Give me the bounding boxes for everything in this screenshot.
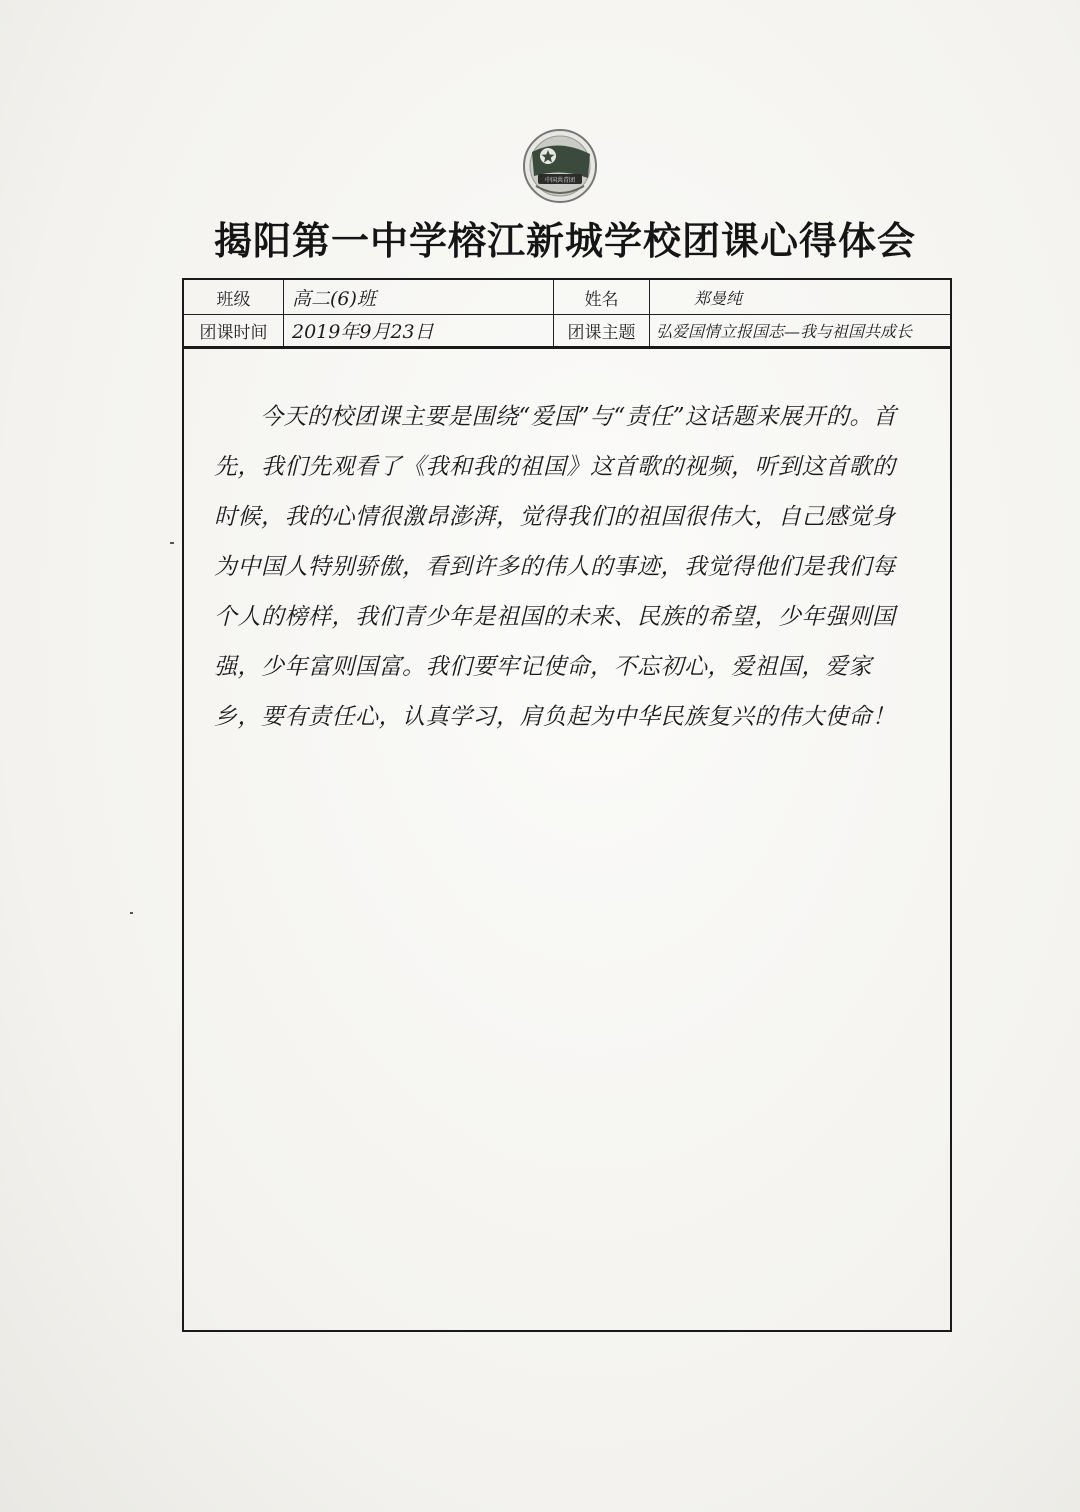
name-value: 郑曼纯 (694, 288, 743, 308)
header-row-class-name (184, 280, 950, 315)
scan-speck (130, 912, 133, 914)
time-label: 团课时间 (184, 315, 284, 346)
emblem-banner-text: 中国共青团 (544, 177, 576, 184)
name-label: 姓名 (554, 280, 650, 314)
topic-value: 弘爱国情立报国志—我与祖国共成长 (656, 322, 913, 341)
class-label: 班级 (184, 280, 284, 314)
page-title: 揭阳第一中学榕江新城学校团课心得体会 (213, 219, 916, 263)
time-value: 2019年9月23日 (284, 315, 554, 346)
topic-label: 团课主题 (554, 315, 650, 346)
header-row-time-topic (184, 315, 950, 349)
reflection-form (182, 278, 952, 1332)
reflection-body-text: 今天的校团课主要是围绕“爱国”与“责任”这话题来展开的。首先，我们先观看了《我和我的祖国》这首歌的视频，听到这首歌的时候，我的心情很激昂澎湃，觉得我们的祖国很伟大，自己感觉身为中国人特别骄傲，看到许多的伟人的事迹，我觉得他们是我们每个人的榜样，我们青少年是祖国的未来、民族的希望，少年强则国强，少年富则国富。我们要牢记使命，不忘初心，爱祖国，爱家乡，要有责任心，认真学习，肩负起为中华民族复兴的伟大使命！ (214, 404, 897, 730)
scan-speck (170, 542, 174, 544)
class-value: 高二(6)班 (284, 280, 554, 314)
youth-league-emblem-icon (522, 128, 598, 204)
